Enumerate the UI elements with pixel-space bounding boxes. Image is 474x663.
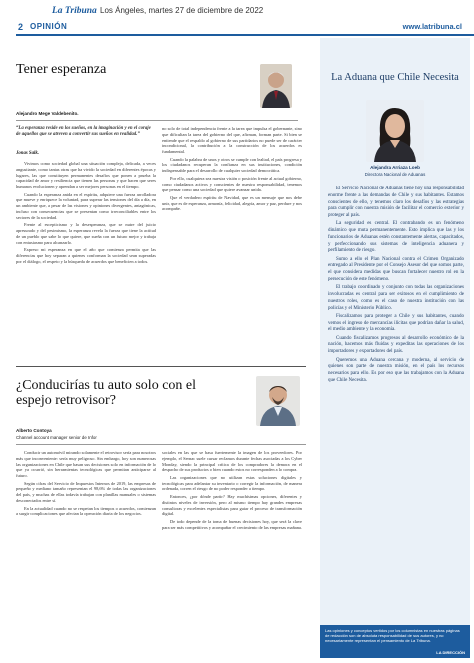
paragraph: Expreso mi esperanza en que el año que comienza permita que las diferencias que hoy separan a quienes conforman la sociedad sean superadas por el diálogo, el respeto y la búsqueda de acuerdos que beneficien a todos.: [16, 247, 156, 264]
paragraph: Vivimos como sociedad global una situación compleja, delicada, a veces angustiante, como tantas otras que ha vivido la sociedad en diferentes épocas y lugares, las que constituyen permanentes desafíos que ponen a prueba la capacidad de amor y resiliencia que tienen las personas y que hacen que seres humanos evolucionen y aprendan a ser mejores personas en el tiempo.: [16, 161, 156, 190]
sidebar-body: [328, 186, 464, 618]
paragraph: Queremos una Aduana cercana y moderna, al servicio de quienes son parte de nuestra misión, en el país los recursos necesarios para ello. Es por eso que las trabajamos con la Aduana que Chile Necesita.: [328, 357, 464, 383]
header-date: Los Ángeles, martes 27 de diciembre de 2022: [100, 6, 264, 15]
divider: [16, 120, 298, 121]
divider: [16, 366, 306, 367]
sidebar-author-photo: [366, 100, 424, 162]
paragraph: Sumo a ello el Plan Nacional contra el Crimen Organizado entregado al Presidente por el Consejo Asesor del que somos parte, el que considera medidas que buscan fortalecer nuestro rol en la persecución de este fenómeno.: [328, 256, 464, 282]
main-column: [16, 38, 316, 658]
sidebar-author: Alejandra Arriaza Loeb: [370, 165, 420, 170]
article1-quote-author: Jonas Salk.: [16, 151, 39, 156]
article2-column-2: [162, 450, 302, 650]
sidebar-column: [320, 38, 470, 658]
paragraph: Cuando la palabra de unos y otros se cumple con lealtad, el país progresa y los ciudadanos recuperan la confianza en sus instituciones, condición indispensable para el desarrollo de cualquier sociedad democrática.: [162, 156, 302, 174]
header-rule: [16, 34, 474, 36]
article1-title: Tener esperanza: [16, 62, 107, 77]
author1-photo: [260, 64, 292, 108]
paragraph: sociales en las que se basa fuertemente la imagen de los proveedores. Por ejemplo, el Sernac suele cursar reclamos durante fechas asociadas a los Cyber Monday, siendo la principal crítica de los compradores la demora en el despacho de sus productos o bien cuando estos no corresponden a lo compra.: [162, 450, 302, 473]
article2-author: Alberto Contoya: [16, 428, 52, 433]
paragraph: Entonces, ¿por dónde partir? Hay muchísimas opciones, diferentes y distintos niveles de inversión, pero al mismo tiempo hay grandes empresas consultoras y excelentes especialistas para guiar el proceso de transformación digital.: [162, 493, 302, 517]
sidebar-box: [320, 38, 470, 658]
paragraph: no solo de total independencia frente a la tarea que impulsa el gobernante, sino que dificultan la tarea del gobierno del que, afirman, forman parte. Si bien se entiende que el respaldo al gobierno de sus partidarios no puede ser de carácter incondicional, la contribución a la construcción de los acuerdos es fundamental.: [162, 126, 302, 155]
paragraph: Según cifras del Servicio de Impuestos Internos de 2019, las empresas de pequeño y mediano tamaño representan el 98,6% de todas las organizaciones del país, y muchas de ellas todavía trabajan con planillas manuales o sistemas desconectados entre sí.: [16, 480, 156, 504]
paragraph: Frente al escepticismo y la desesperanza, que se nutre del juicio apresurado y del pesimismo, la esperanza revela la fuerza que tiene la actitud de un pueblo que sabe lo que quiere, que sueña con un futuro mejor y trabaja con entusiasmo para alcanzarlo.: [16, 222, 156, 245]
paragraph: Que el verdadero espíritu de Navidad, que es un mensaje que nos debe unir, que es de esperanza, armonía, felicidad, alegría, amor y paz, perdure y nos acompañe.: [162, 194, 302, 212]
author2-photo: [256, 376, 300, 426]
paragraph: Conducir un automóvil mirando solamente el retrovisor sería para nosotros más que inconveniente: sería muy peligroso. Sin embargo, hoy son numerosas las organizaciones en Chile que basan sus decisiones solo en información de lo que ya ocurrió, sin herramientas tecnológicas que permitan anticiparse al futuro.: [16, 450, 156, 479]
website-link[interactable]: www.latribuna.cl: [402, 22, 462, 31]
paragraph: El Servicio Nacional de Aduanas tiene hoy una responsabilidad enorme frente a las demandas de Chile y sus habitantes. Estamos conscientes de ello, y tenemos claro los desafíos y las estrategias para cumplir con nuestra misión de facilitar el comercio exterior y proteger al país.: [328, 186, 464, 218]
page-header: [8, 4, 466, 38]
article1-column-1: [16, 161, 156, 361]
paragraph: El trabajo coordinado y conjunto con todas las organizaciones involucradas es central para ser exitosos en el cumplimiento de nuestros roles, como es el caso de nuestra institución con las policías y el Ministerio Público.: [328, 285, 464, 311]
page-number: 2: [18, 22, 24, 32]
article1-author: Alejandro Mege Valdebenito.: [16, 111, 79, 116]
article1-column-2: [162, 126, 302, 361]
article1-quote: “La esperanza reside en los sueños, en la imaginación y en el coraje de aquellos que se atreven a convertir sus sueños en realidad.”: [16, 126, 151, 137]
newspaper-logo: La Tribuna: [52, 6, 97, 16]
article2-title: ¿Conducirías tu auto solo con el espejo retrovisor?: [16, 378, 197, 409]
sidebar-author-role: Directora Nacional de Aduanas: [364, 172, 426, 177]
disclaimer-box: [320, 625, 470, 658]
paragraph: Fiscalizamos para proteger a Chile y sus habitantes, cuando vemos el ingreso de mercancías ilícitas que podrían dañar la salud, el medio ambiente y la economía.: [328, 313, 464, 333]
paragraph: Por ello, cualquiera sea nuestra visión o posición frente al actual gobierno, como ciudadanos activos y conscientes de nuestra responsabilidad, tenemos que pensar como una sociedad que quiere avanzar unida.: [162, 175, 302, 193]
paragraph: Cuando la esperanza anida en el espíritu, adquiere una fuerza arrolladora que mueve y enriquece la voluntad, para superar las tensiones del día a día, en un ambiente que, a pesar de las visiones y opiniones divergentes, antagónicas, incluso con consecuencias que se presentan como irreconciliables entre los sectores de la sociedad.: [16, 191, 156, 220]
sidebar-title: La Aduana que Chile Necesita: [331, 72, 459, 83]
paragraph: Cuando fiscalizamos progresos al desarrollo económico de la nación, hacemos más fluidas y expeditas las operaciones de los importadores y exportadores del país.: [328, 335, 464, 355]
paragraph: Las organizaciones que no utilizan estas soluciones digitales y tecnológicas para adelantar su inventario o corregir la información, de manera ordenada, corren el riesgo de no poder responder a tiempo.: [162, 474, 302, 492]
divider: [16, 444, 306, 445]
paragraph: De todo depende de la toma de buenas decisiones hoy, que será la clave para ser más competitivos y acompañar el crecimiento de las empresas mañana.: [162, 518, 302, 530]
section-label: OPINIÓN: [30, 22, 68, 31]
article2-author-role: Channel account manager senior de Infor: [16, 435, 97, 440]
paragraph: La seguridad es central. El contrabando es un fenómeno dinámico que muta permanentemente. Esto implica que las y los funcionarios de Aduanas estén constantemente alertas, capacitados, y perfeccionando sus sistemas de inteligencia aduanera y perfilamiento de riesgo.: [328, 221, 464, 254]
article2-column-1: [16, 450, 156, 650]
disclaimer-text: Las opiniones y conceptos vertidos por los columnistas en nuestras páginas de redacción son de absoluta responsabilidad de sus autores, y no necesariamente representan el pensamiento de La Tribuna.: [325, 628, 460, 644]
paragraph: En la actualidad cuando no se respetan los tiempos o acuerdos, comienzan a surgir complicaciones que afectan la operación diaria de los negocios.: [16, 505, 156, 517]
direccion-signature: LA DIRECCIÓN: [436, 649, 465, 655]
